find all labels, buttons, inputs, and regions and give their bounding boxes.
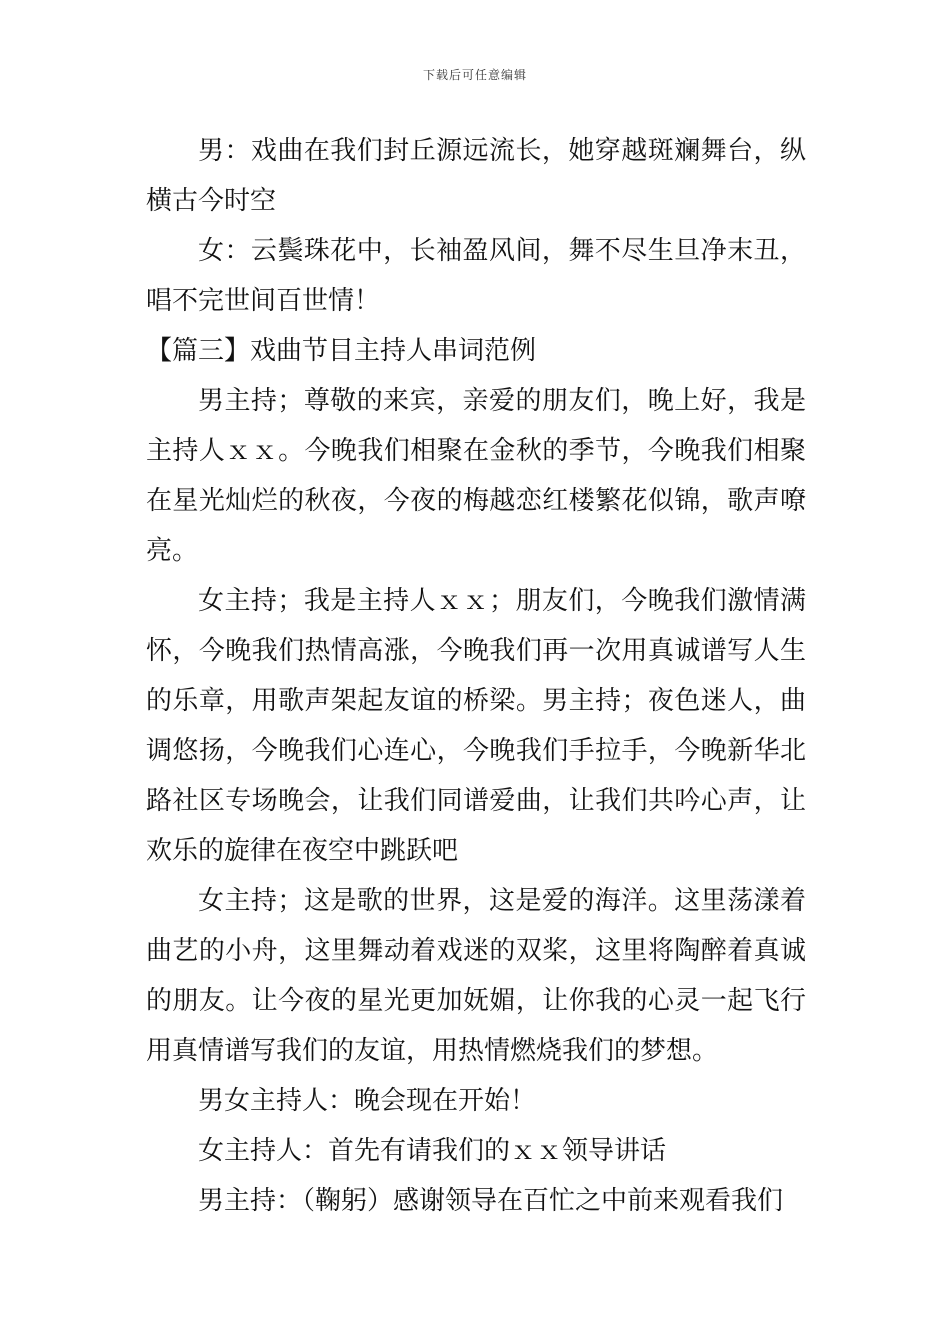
document-body <box>146 126 806 1226</box>
paragraph-female-host-world: 女主持；这是歌的世界，这是爱的海洋。这里荡漾着曲艺的小舟，这里舞动着戏迷的双桨，这里将陶醉着真诚的朋友。让今夜的星光更加妩媚，让你我的心灵一起飞行用真情谱写我们的友谊，用热情燃烧我们的梦想。 <box>146 886 806 1066</box>
paragraph-female-opera-intro: 女：云鬓珠花中，长袖盈风间，舞不尽生旦净末丑，唱不完世间百世情！ <box>146 236 806 316</box>
section-heading-part-three: 【篇三】戏曲节目主持人串词范例 <box>146 336 537 366</box>
paragraph-male-host-greeting: 男主持；尊敬的来宾，亲爱的朋友们，晚上好，我是主持人ｘｘ。今晚我们相聚在金秋的季节，今晚我们相聚在星光灿烂的秋夜，今夜的梅越恋红楼繁花似锦，歌声嘹亮。 <box>146 386 806 566</box>
header-note: 下载后可任意编辑 <box>422 68 527 82</box>
paragraph-male-host-thanks: 男主持：（鞠躬）感谢领导在百忙之中前来观看我们 <box>198 1186 784 1216</box>
paragraph-male-opera-intro: 男：戏曲在我们封丘源远流长，她穿越斑斓舞台，纵横古今时空 <box>146 136 806 216</box>
paragraph-both-hosts-start: 男女主持人：晚会现在开始！ <box>198 1086 537 1116</box>
paragraph-female-host-invite: 女主持人：首先有请我们的ｘｘ领导讲话 <box>198 1136 667 1166</box>
paragraph-female-host-greeting: 女主持；我是主持人ｘｘ；朋友们，今晚我们激情满怀，今晚我们热情高涨，今晚我们再一次用真诚谱写人生的乐章，用歌声架起友谊的桥梁。男主持；夜色迷人，曲调悠扬，今晚我们心连心，今晚我们手拉手，今晚新华北路社区专场晚会，让我们同谱爱曲，让我们共吟心声，让欢乐的旋律在夜空中跳跃吧 <box>146 586 806 866</box>
